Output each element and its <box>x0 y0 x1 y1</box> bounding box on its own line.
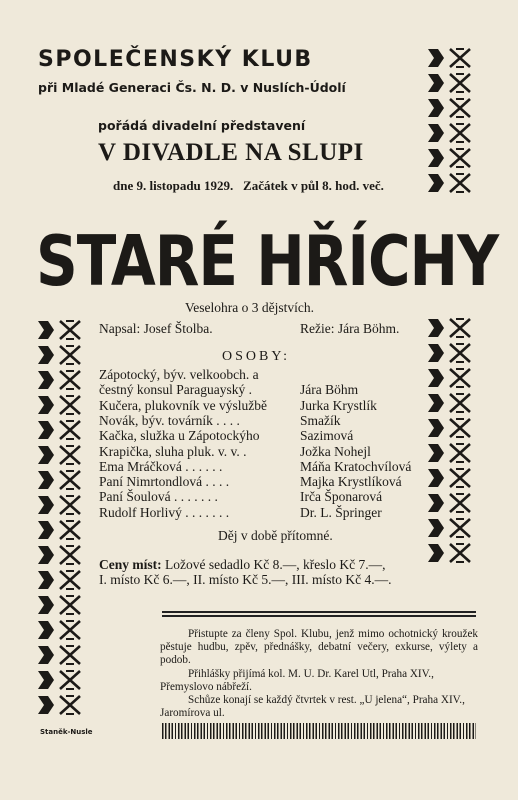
ornament-motif <box>38 596 80 614</box>
presents-line: pořádá divadelní představení <box>98 118 306 133</box>
prices-line-2: I. místo Kč 6.—, II. místo Kč 5.—, III. místo Kč 4.—. <box>99 572 392 587</box>
cast-role: Kačka, služka u Zápotockýho <box>99 428 260 444</box>
ornament-motif <box>38 621 80 639</box>
ornament-column-top-right <box>426 46 476 208</box>
ornament-motif <box>428 344 470 362</box>
ornament-motif <box>428 494 470 512</box>
note-meetings: Schůze konají se každý čtvrtek v rest. „U jelena“, Praha XIV., Jaromírova ul. <box>160 694 465 720</box>
ornament-motif <box>428 419 470 437</box>
note-applications: Přihlášky přijímá kol. M. U. Dr. Karel Utl, Praha XIV., Přemyslovo nábřeží. <box>160 667 434 693</box>
ornament-motif <box>38 321 80 339</box>
cast-role: Zápotocký, býv. velkoobch. a <box>99 367 259 382</box>
cast-role: Paní Šoulová . . . . . . . <box>99 489 218 505</box>
author-line: Napsal: Josef Štolba. <box>99 321 213 336</box>
cast-role: Kučera, plukovník ve výslužbě <box>99 397 267 413</box>
prices-text-1: Ložové sedadlo Kč 8.—, křeslo Kč 7.—, <box>165 557 386 572</box>
ornament-column-middle-right <box>426 316 476 568</box>
ornament-motif <box>428 49 470 67</box>
ornament-motif <box>428 99 470 117</box>
divider-rule <box>162 611 476 617</box>
cast-role: Ema Mráčková . . . . . . <box>99 458 223 474</box>
ornament-motif <box>428 174 470 192</box>
ornament-motif <box>38 396 80 414</box>
date-line <box>113 178 384 194</box>
ornament-motif <box>38 471 80 489</box>
club-notes <box>160 628 478 720</box>
cast-actor: Dr. L. Špringer <box>300 504 382 520</box>
ornament-motif <box>38 571 80 589</box>
cast-actor: Sazimová <box>300 428 354 444</box>
ornament-motif <box>428 394 470 412</box>
cast-role: Krapička, sluha pluk. v. v. . <box>99 443 247 459</box>
ornament-motif <box>428 74 470 92</box>
ornament-motif <box>38 371 80 389</box>
director-line: Režie: Jára Böhm. <box>300 321 400 336</box>
ornament-motif <box>428 319 470 337</box>
cast-role: Paní Nimrtondlová . . . . <box>99 474 230 490</box>
ornament-motif <box>38 346 80 364</box>
cast-actor: Máňa Kratochvílová <box>300 458 412 474</box>
cast-actor: Jurka Krystlík <box>300 397 377 413</box>
ornament-motif <box>38 646 80 664</box>
performance-date: dne 9. listopadu 1929. <box>113 178 234 193</box>
cast-actor: Majka Krystlíková <box>300 474 402 490</box>
cast-role: čestný konsul Paraguayský . <box>99 382 252 398</box>
ornament-motif <box>38 446 80 464</box>
ornament-motif <box>38 496 80 514</box>
cast-actor: Irča Šponarová <box>300 489 383 505</box>
printer-mark: Staněk-Nusle <box>40 728 93 736</box>
cast-actor: Jožka Nohejl <box>300 443 371 459</box>
ornament-motif <box>428 369 470 387</box>
genre-line: Veselohra o 3 dějstvích. <box>185 300 314 315</box>
ornament-motif <box>428 544 470 562</box>
ornament-motif <box>428 519 470 537</box>
play-title: STARÉ HŘÍCHY <box>36 220 499 302</box>
cast-actor: Smažík <box>300 412 341 428</box>
cast-role: Novák, býv. továrník . . . . <box>99 412 240 428</box>
ornament-motif <box>428 469 470 487</box>
ornament-motif <box>38 521 80 539</box>
note-membership: Přistupte za členy Spol. Klubu, jenž mimo ochotnický kroužek pěstuje hudbu, zpěv, přednášky, debatní večery, exkurse, výlety a podob. <box>160 628 478 667</box>
ornament-motif <box>428 124 470 142</box>
cast-role: Rudolf Horlivý . . . . . . . <box>99 504 230 520</box>
venue-heading: V DIVADLE NA SLUPI <box>98 139 364 166</box>
ornament-motif <box>428 149 470 167</box>
prices-label: Ceny míst: <box>99 557 162 572</box>
ornament-motif <box>38 696 80 714</box>
decorative-bar <box>162 723 476 739</box>
ornament-motif <box>38 421 80 439</box>
start-time: Začátek v půl 8. hod. več. <box>243 178 384 193</box>
persons-heading: OSOBY: <box>222 349 291 364</box>
era-line: Děj v době přítomné. <box>218 528 333 543</box>
ornament-motif <box>38 671 80 689</box>
club-subtitle: při Mladé Generaci Čs. N. D. v Nuslích-Údolí <box>38 80 346 95</box>
ornament-motif <box>428 444 470 462</box>
ornament-motif <box>38 546 80 564</box>
ornament-column-left <box>36 318 86 720</box>
club-name: SPOLEČENSKÝ KLUB <box>38 47 313 72</box>
cast-actor: Jára Böhm <box>300 382 359 398</box>
prices-line-1 <box>99 557 385 573</box>
